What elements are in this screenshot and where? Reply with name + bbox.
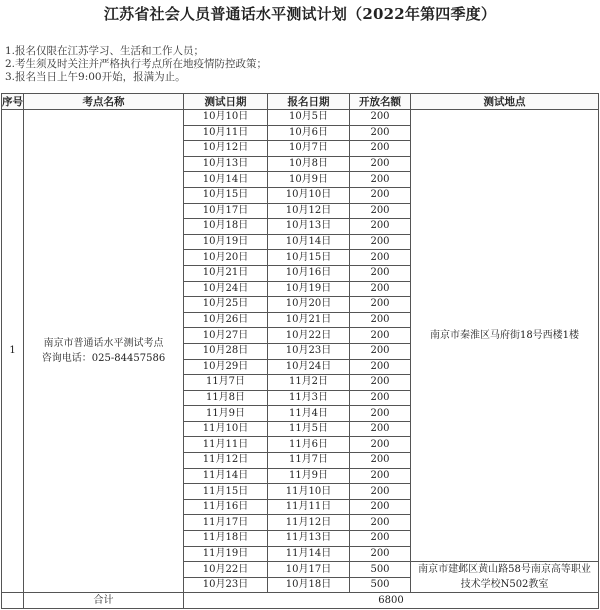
test-date-cell: 10月29日 <box>184 359 268 375</box>
signup-date-cell: 10月6日 <box>268 125 350 141</box>
quota-cell: 200 <box>350 468 411 484</box>
test-center-cell <box>24 110 184 593</box>
quota-cell: 200 <box>350 546 411 562</box>
quota-cell: 200 <box>350 110 411 126</box>
signup-date-cell: 10月21日 <box>268 312 350 328</box>
test-date-cell: 10月17日 <box>184 203 268 219</box>
test-date-cell: 10月11日 <box>184 125 268 141</box>
notes <box>5 45 267 83</box>
test-center-phone: 咨询电话：025-84457586 <box>41 353 166 365</box>
signup-date-cell: 11月6日 <box>268 437 350 453</box>
test-date-cell: 10月18日 <box>184 219 268 235</box>
header-row <box>2 94 599 110</box>
test-date-cell: 11月14日 <box>184 468 268 484</box>
signup-date-cell: 10月7日 <box>268 141 350 157</box>
header-name: 考点名称 <box>24 94 184 110</box>
quota-cell: 200 <box>350 203 411 219</box>
test-date-cell: 10月13日 <box>184 156 268 172</box>
signup-date-cell: 11月13日 <box>268 531 350 547</box>
total-label: 合计 <box>24 593 184 609</box>
quota-cell: 200 <box>350 219 411 235</box>
table-row <box>2 110 599 126</box>
quota-cell: 200 <box>350 515 411 531</box>
quota-cell: 500 <box>350 577 411 593</box>
note-1: 1.报名仅限在江苏学习、生活和工作人员； <box>5 45 205 57</box>
quota-cell: 200 <box>350 281 411 297</box>
test-center-name: 南京市普通话水平测试考点 <box>43 338 164 350</box>
header-seq: 序号 <box>2 94 24 110</box>
signup-date-cell: 11月14日 <box>268 546 350 562</box>
signup-date-cell: 10月5日 <box>268 110 350 126</box>
quota-cell: 200 <box>350 297 411 313</box>
quota-cell: 200 <box>350 141 411 157</box>
signup-date-cell: 10月9日 <box>268 172 350 188</box>
quota-cell: 200 <box>350 328 411 344</box>
signup-date-cell: 10月20日 <box>268 297 350 313</box>
quota-cell: 200 <box>350 499 411 515</box>
header-quota: 开放名额 <box>350 94 411 110</box>
total-row <box>2 593 599 609</box>
quota-cell: 200 <box>350 484 411 500</box>
test-date-cell: 11月17日 <box>184 515 268 531</box>
test-date-cell: 11月19日 <box>184 546 268 562</box>
note-3: 3.报名当日上午9:00开始，报满为止。 <box>5 70 186 83</box>
test-date-cell: 10月23日 <box>184 577 268 593</box>
quota-cell: 200 <box>350 531 411 547</box>
test-date-cell: 10月25日 <box>184 297 268 313</box>
test-date-cell: 10月27日 <box>184 328 268 344</box>
header-site: 测试地点 <box>411 94 599 110</box>
total-seq-empty <box>2 593 24 609</box>
test-date-cell: 10月20日 <box>184 250 268 266</box>
test-date-cell: 10月22日 <box>184 562 268 578</box>
quota-cell: 200 <box>350 421 411 437</box>
signup-date-cell: 11月3日 <box>268 390 350 406</box>
quota-cell: 500 <box>350 562 411 578</box>
page-title: 江苏省社会人员普通话水平测试计划（2022年第四季度） <box>103 5 497 23</box>
signup-date-cell: 11月7日 <box>268 453 350 469</box>
test-date-cell: 10月15日 <box>184 187 268 203</box>
test-site-cell: 南京市秦淮区马府街18号西楼1楼 <box>411 110 599 562</box>
seq-cell: 1 <box>2 110 24 593</box>
test-site-cell: 南京市建邺区黄山路58号南京高等职业技术学校N502教室 <box>411 562 599 593</box>
signup-date-cell: 10月17日 <box>268 562 350 578</box>
signup-date-cell: 10月24日 <box>268 359 350 375</box>
signup-date-cell: 11月4日 <box>268 406 350 422</box>
quota-cell: 200 <box>350 312 411 328</box>
test-date-cell: 10月19日 <box>184 234 268 250</box>
test-date-cell: 11月15日 <box>184 484 268 500</box>
test-date-cell: 11月16日 <box>184 499 268 515</box>
test-date-cell: 10月26日 <box>184 312 268 328</box>
quota-cell: 200 <box>350 265 411 281</box>
quota-cell: 200 <box>350 234 411 250</box>
quota-cell: 200 <box>350 390 411 406</box>
test-date-cell: 11月11日 <box>184 437 268 453</box>
test-date-cell: 10月10日 <box>184 110 268 126</box>
signup-date-cell: 11月9日 <box>268 468 350 484</box>
test-date-cell: 10月21日 <box>184 265 268 281</box>
signup-date-cell: 10月10日 <box>268 187 350 203</box>
quota-cell: 200 <box>350 406 411 422</box>
signup-date-cell: 11月11日 <box>268 499 350 515</box>
signup-date-cell: 10月19日 <box>268 281 350 297</box>
signup-date-cell: 10月13日 <box>268 219 350 235</box>
header-signup-date: 报名日期 <box>268 94 350 110</box>
test-date-cell: 11月8日 <box>184 390 268 406</box>
quota-cell: 200 <box>350 250 411 266</box>
test-date-cell: 10月28日 <box>184 343 268 359</box>
signup-date-cell: 10月16日 <box>268 265 350 281</box>
test-date-cell: 11月9日 <box>184 406 268 422</box>
test-date-cell: 10月14日 <box>184 172 268 188</box>
signup-date-cell: 11月5日 <box>268 421 350 437</box>
test-date-cell: 11月18日 <box>184 531 268 547</box>
signup-date-cell: 10月8日 <box>268 156 350 172</box>
signup-date-cell: 10月22日 <box>268 328 350 344</box>
quota-cell: 200 <box>350 156 411 172</box>
quota-cell: 200 <box>350 359 411 375</box>
signup-date-cell: 10月14日 <box>268 234 350 250</box>
signup-date-cell: 10月15日 <box>268 250 350 266</box>
header-test-date: 测试日期 <box>184 94 268 110</box>
signup-date-cell: 11月2日 <box>268 375 350 391</box>
quota-cell: 200 <box>350 125 411 141</box>
quota-cell: 200 <box>350 343 411 359</box>
test-date-cell: 10月24日 <box>184 281 268 297</box>
quota-cell: 200 <box>350 375 411 391</box>
test-date-cell: 11月7日 <box>184 375 268 391</box>
test-date-cell: 11月10日 <box>184 421 268 437</box>
signup-date-cell: 10月23日 <box>268 343 350 359</box>
quota-cell: 200 <box>350 437 411 453</box>
signup-date-cell: 10月12日 <box>268 203 350 219</box>
note-2: 2.考生须及时关注并严格执行考点所在地疫情防控政策； <box>5 57 268 70</box>
quota-cell: 200 <box>350 453 411 469</box>
test-date-cell: 11月12日 <box>184 453 268 469</box>
test-date-cell: 10月12日 <box>184 141 268 157</box>
schedule-table <box>1 93 599 609</box>
signup-date-cell: 11月10日 <box>268 484 350 500</box>
quota-cell: 200 <box>350 187 411 203</box>
total-value: 6800 <box>184 593 599 609</box>
signup-date-cell: 10月18日 <box>268 577 350 593</box>
signup-date-cell: 11月12日 <box>268 515 350 531</box>
quota-cell: 200 <box>350 172 411 188</box>
